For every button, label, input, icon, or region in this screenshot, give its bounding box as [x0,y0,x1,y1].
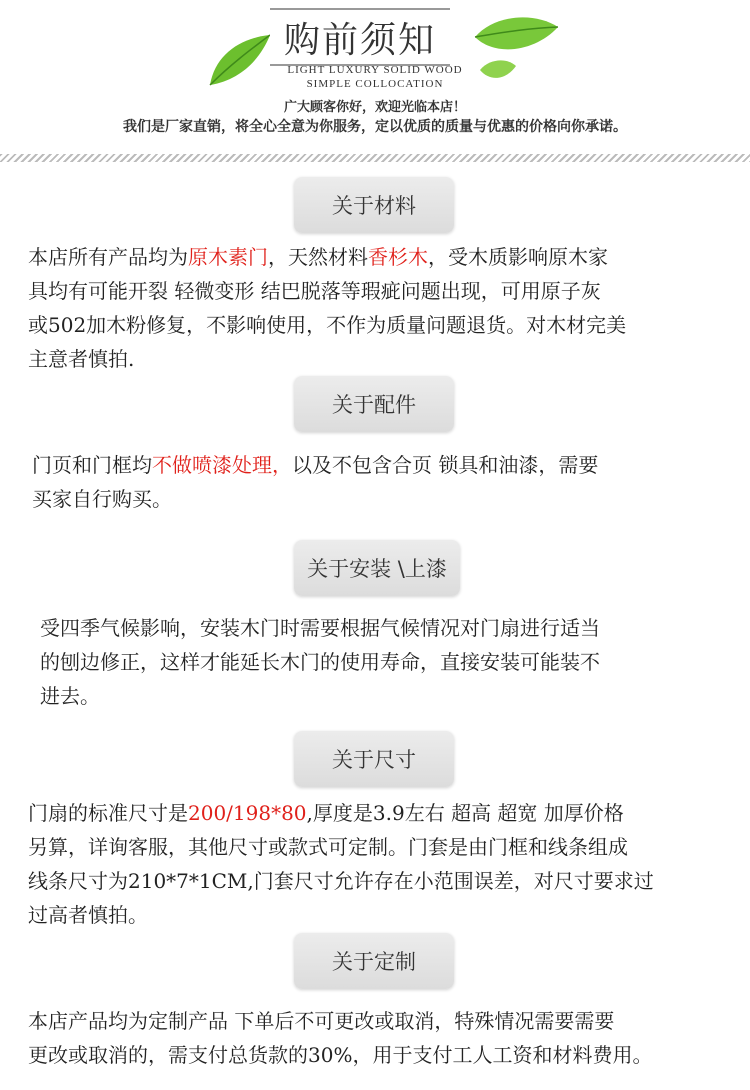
text-line: 买家自行购买。 [32,487,172,511]
leaf-icon [470,12,560,62]
page-title: 购前须知 [283,19,436,61]
section-heading-parts: 关于配件 [294,376,454,432]
text-line: 本店产品均为定制产品 下单后不可更改或取消，特殊情况需要需要 [28,1009,615,1033]
text-run: 以及不包含合页 锁具和油漆，需要 [292,453,599,477]
highlight-text: 不做喷漆处理， [152,453,292,477]
section-heading-material: 关于材料 [294,177,454,233]
section-body-parts [32,448,598,516]
section-body-size [28,796,654,932]
section-body-install [40,611,600,713]
text-line: 主意者慎拍. [28,347,135,371]
section-heading-install: 关于安装 \上漆 [294,540,460,596]
section-body-custom [28,1004,652,1072]
text-line [28,796,654,830]
divider-stripe [0,154,750,162]
text-run: 本店所有产品均为 [28,245,188,269]
text-line [32,448,598,482]
subtitle-line2: SIMPLE COLLOCATION [306,78,444,90]
text-run: ，天然材料 [268,245,368,269]
highlight-text: 香杉木 [368,245,428,269]
text-line: 受四季气候影响，安装木门时需要根据气候情况对门扇进行适当 [40,616,600,640]
text-line: 更改或取消的，需支付总货款的30%，用于支付工人工资和材料费用。 [28,1043,653,1067]
header [0,0,750,150]
text-run: 门扇的标准尺寸是 [28,801,188,825]
text-line [28,240,626,274]
section-body-material [28,240,626,376]
welcome-line1: 广大顾客你好，欢迎光临本店！ [283,100,466,115]
text-run: 门页和门框均 [32,453,152,477]
section-heading-size: 关于尺寸 [294,731,454,787]
text-run: ，受木质影响原木家 [428,245,608,269]
text-line: 的刨边修正，这样才能延长木门的使用寿命，直接安装可能装不 [40,650,600,674]
section-heading-custom: 关于定制 [294,933,454,989]
text-line: 或502加木粉修复，不影响使用，不作为质量问题退货。对木材完美 [28,313,627,337]
text-line: 进去。 [40,684,100,708]
welcome-line2: 我们是厂家直销，将全心全意为你服务，定以优质的质量与优惠的价格向你承诺。 [123,119,627,135]
text-line: 具均有可能开裂 轻微变形 结巴脱落等瑕疵问题出现，可用原子灰 [28,279,601,303]
text-line: 另算，详询客服，其他尺寸或款式可定制。门套是由门框和线条组成 [28,835,628,859]
text-run: ,厚度是3.9左右 超高 超宽 加厚价格 [306,801,624,825]
highlight-text: 200/198*80 [188,801,307,825]
text-line: 过高者慎拍。 [28,903,148,927]
title-frame [270,8,450,66]
highlight-text: 原木素门 [188,245,268,269]
text-line: 线条尺寸为210*7*1CM,门套尺寸允许存在小范围误差，对尺寸要求过 [28,869,654,893]
subtitle-line1: LIGHT LUXURY SOLID WOOD [287,64,463,76]
